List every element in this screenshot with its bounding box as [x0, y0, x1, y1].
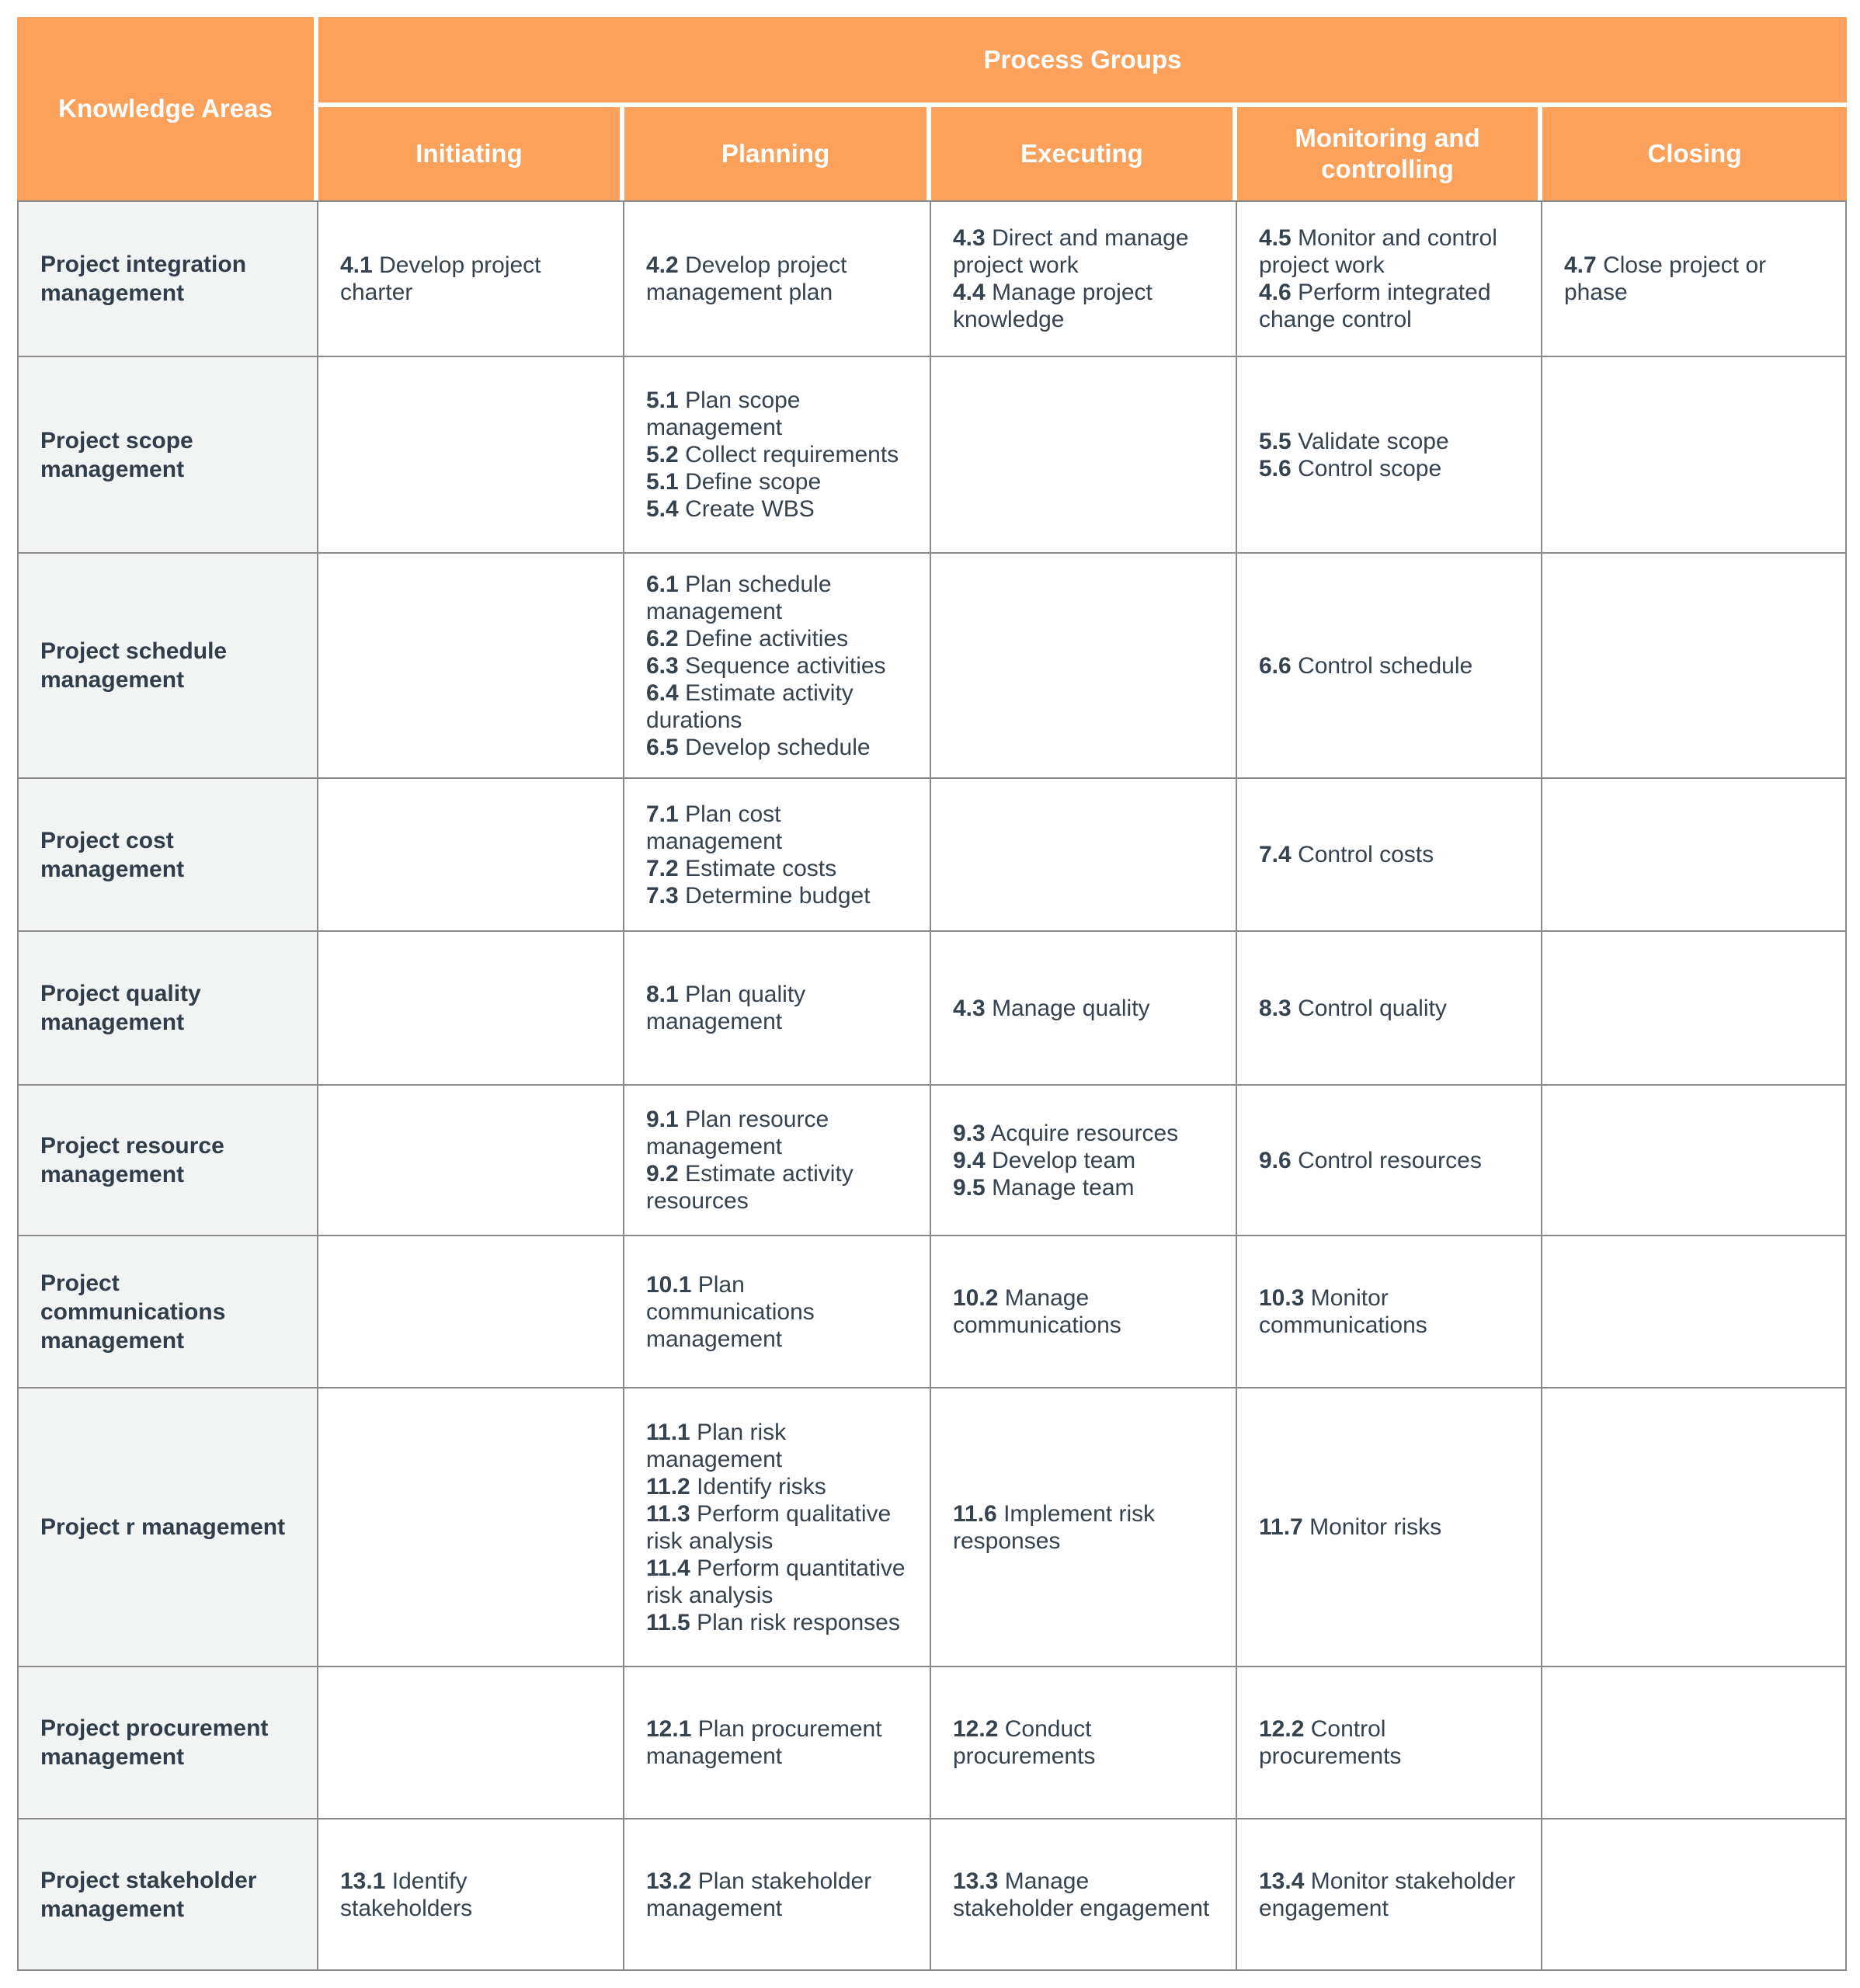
- knowledge-area-label: Project communications management: [17, 1236, 318, 1388]
- process-name: Perform integrated change control: [1259, 280, 1491, 332]
- process-cell: [624, 779, 931, 932]
- process-cell: [1542, 1388, 1847, 1667]
- process-item: [340, 252, 603, 306]
- process-cell: [624, 1086, 931, 1236]
- process-number: 13.4: [1259, 1868, 1305, 1894]
- process-name: Manage communications: [953, 1285, 1121, 1338]
- process-item: [646, 441, 909, 468]
- process-number: 4.2: [646, 252, 679, 278]
- process-item: [646, 495, 909, 523]
- process-name: Determine budget: [685, 882, 871, 909]
- process-item: [646, 801, 909, 855]
- process-number: 10.2: [953, 1285, 999, 1311]
- process-cell: [1542, 1236, 1847, 1388]
- knowledge-area-label: Project resource management: [17, 1086, 318, 1236]
- process-item: [646, 882, 909, 909]
- process-item: [1259, 995, 1521, 1022]
- process-item: [1259, 1284, 1521, 1339]
- process-name: Monitor risks: [1309, 1514, 1442, 1540]
- process-item: [1259, 1147, 1521, 1174]
- process-name: Manage team: [992, 1174, 1135, 1201]
- process-name: Conduct procurements: [953, 1716, 1096, 1769]
- process-cell: [931, 1819, 1237, 1971]
- process-number: 11.3: [646, 1500, 690, 1527]
- process-item: [1259, 1715, 1521, 1770]
- process-name: Close project or phase: [1564, 252, 1767, 305]
- process-name: Plan quality management: [646, 982, 806, 1034]
- process-item: [1259, 1514, 1521, 1541]
- process-name: Monitor stakeholder engagement: [1259, 1868, 1516, 1921]
- process-cell: [1542, 932, 1847, 1086]
- process-cell: [931, 357, 1237, 554]
- process-number: 4.7: [1564, 252, 1597, 278]
- process-cell: [318, 200, 624, 357]
- process-number: 9.3: [953, 1120, 986, 1146]
- process-item: [646, 1160, 909, 1215]
- process-name: Identify risks: [697, 1473, 826, 1500]
- process-item: [646, 1500, 909, 1555]
- process-name: Plan risk management: [646, 1419, 787, 1472]
- process-cell: [1237, 1819, 1542, 1971]
- process-number: 4.5: [1259, 225, 1292, 251]
- process-name: Control scope: [1298, 455, 1442, 481]
- process-name: Implement risk responses: [953, 1500, 1156, 1554]
- process-cell: [1237, 200, 1542, 357]
- process-cell: [318, 1236, 624, 1388]
- process-name: Develop team: [992, 1147, 1136, 1173]
- process-cell: [624, 1236, 931, 1388]
- process-name: Create WBS: [685, 496, 815, 522]
- process-number: 5.1: [646, 469, 679, 495]
- process-number: 13.1: [340, 1868, 386, 1894]
- process-number: 11.7: [1259, 1514, 1303, 1540]
- knowledge-area-label: Project quality management: [17, 932, 318, 1086]
- process-item: [646, 981, 909, 1035]
- process-item: [1564, 252, 1825, 306]
- process-number: 11.2: [646, 1473, 690, 1500]
- process-name: Control procurements: [1259, 1716, 1402, 1769]
- process-cell: [1542, 1086, 1847, 1236]
- knowledge-area-label: Project schedule management: [17, 554, 318, 779]
- process-number: 7.1: [646, 801, 679, 827]
- process-name: Develop project management plan: [646, 252, 847, 305]
- process-number: 4.4: [953, 280, 986, 305]
- process-cell: [318, 1819, 624, 1971]
- process-name: Control quality: [1298, 995, 1447, 1021]
- process-number: 5.2: [646, 442, 679, 467]
- process-cell: [1542, 1819, 1847, 1971]
- process-item: [953, 224, 1215, 279]
- process-groups-table: [17, 17, 1847, 1971]
- process-item: [1259, 841, 1521, 868]
- process-item: [646, 1715, 909, 1770]
- process-name: Manage stakeholder engagement: [953, 1868, 1210, 1921]
- process-cell: [624, 357, 931, 554]
- process-number: 10.3: [1259, 1285, 1305, 1311]
- process-number: 5.4: [646, 496, 679, 522]
- process-item: [1259, 652, 1521, 679]
- process-name: Plan procurement management: [646, 1716, 882, 1769]
- process-cell: [1237, 1388, 1542, 1667]
- process-number: 9.4: [953, 1147, 986, 1173]
- process-name: Plan scope management: [646, 388, 801, 440]
- process-name: Validate scope: [1298, 428, 1449, 454]
- process-item: [646, 734, 909, 761]
- process-number: 13.3: [953, 1868, 999, 1894]
- process-item: [953, 1174, 1215, 1201]
- process-item: [953, 995, 1215, 1022]
- process-cell: [624, 1667, 931, 1819]
- process-number: 6.1: [646, 571, 679, 597]
- process-name: Collect requirements: [685, 442, 899, 467]
- process-number: 6.2: [646, 625, 679, 652]
- knowledge-area-label: Project scope management: [17, 357, 318, 554]
- process-cell: [318, 1667, 624, 1819]
- process-number: 9.6: [1259, 1147, 1292, 1173]
- process-cell: [931, 1388, 1237, 1667]
- process-cell: [1542, 357, 1847, 554]
- process-number: 8.3: [1259, 995, 1292, 1021]
- column-header-initiating: Initiating: [318, 107, 624, 200]
- process-cell: [1237, 357, 1542, 554]
- process-item: [646, 679, 909, 734]
- process-name: Estimate costs: [685, 855, 837, 881]
- process-number: 11.1: [646, 1419, 690, 1445]
- process-name: Plan cost management: [646, 801, 783, 854]
- process-number: 5.1: [646, 388, 679, 413]
- process-number: 7.3: [646, 882, 679, 909]
- knowledge-area-label: Project r management: [17, 1388, 318, 1667]
- process-item: [953, 1120, 1215, 1147]
- process-number: 10.1: [646, 1271, 692, 1298]
- process-number: 5.5: [1259, 428, 1292, 454]
- process-name: Plan resource management: [646, 1107, 829, 1159]
- column-header-executing: Executing: [931, 107, 1237, 200]
- process-number: 8.1: [646, 982, 679, 1007]
- process-name: Manage project knowledge: [953, 280, 1153, 332]
- process-cell: [931, 932, 1237, 1086]
- process-cell: [1237, 1667, 1542, 1819]
- process-item: [953, 1500, 1215, 1555]
- process-cell: [624, 932, 931, 1086]
- column-header-planning: Planning: [624, 107, 931, 200]
- process-name: Acquire resources: [990, 1120, 1179, 1146]
- process-cell: [318, 779, 624, 932]
- process-item: [646, 387, 909, 441]
- process-cell: [931, 1086, 1237, 1236]
- process-number: 9.5: [953, 1174, 986, 1201]
- process-number: 11.5: [646, 1609, 690, 1635]
- process-item: [646, 1555, 909, 1609]
- process-number: 12.1: [646, 1716, 692, 1742]
- process-name: Identify stakeholders: [340, 1868, 473, 1921]
- process-number: 4.3: [953, 225, 986, 251]
- knowledge-area-label: Project procurement management: [17, 1667, 318, 1819]
- process-number: 11.6: [953, 1500, 997, 1527]
- process-name: Monitor and control project work: [1259, 225, 1497, 278]
- process-name: Sequence activities: [685, 652, 886, 679]
- process-number: 9.2: [646, 1161, 679, 1187]
- process-item: [646, 468, 909, 495]
- process-item: [646, 1609, 909, 1636]
- process-cell: [1542, 200, 1847, 357]
- process-cell: [624, 1388, 931, 1667]
- process-cell: [1237, 932, 1542, 1086]
- process-item: [953, 1147, 1215, 1174]
- process-name: Develop schedule: [685, 734, 871, 760]
- process-cell: [931, 779, 1237, 932]
- process-item: [646, 1868, 909, 1922]
- process-cell: [1237, 779, 1542, 932]
- process-number: 12.2: [1259, 1716, 1305, 1742]
- process-name: Perform qualitative risk analysis: [646, 1500, 892, 1554]
- process-number: 12.2: [953, 1716, 999, 1742]
- process-item: [1259, 1868, 1521, 1922]
- process-item: [953, 279, 1215, 333]
- process-cell: [931, 1236, 1237, 1388]
- process-name: Manage quality: [992, 995, 1150, 1021]
- process-number: 7.2: [646, 855, 679, 881]
- process-name: Direct and manage project work: [953, 225, 1189, 278]
- process-name: Control costs: [1298, 842, 1434, 867]
- process-cell: [318, 357, 624, 554]
- process-item: [953, 1868, 1215, 1922]
- knowledge-area-label: Project cost management: [17, 779, 318, 932]
- process-item: [1259, 279, 1521, 333]
- process-name: Estimate activity resources: [646, 1161, 854, 1214]
- process-item: [953, 1284, 1215, 1339]
- process-item: [646, 1271, 909, 1353]
- column-header-monitoring-and-controlling: Monitoring and controlling: [1237, 107, 1542, 200]
- process-number: 6.3: [646, 652, 679, 679]
- column-header-closing: Closing: [1542, 107, 1847, 200]
- process-name: Plan stakeholder management: [646, 1868, 872, 1921]
- process-name: Monitor communications: [1259, 1285, 1427, 1338]
- process-item: [646, 652, 909, 679]
- process-number: 5.6: [1259, 455, 1292, 481]
- process-item: [953, 1715, 1215, 1770]
- process-cell: [931, 554, 1237, 779]
- process-item: [646, 1419, 909, 1473]
- process-cell: [318, 554, 624, 779]
- process-number: 11.4: [646, 1555, 690, 1581]
- process-cell: [318, 1388, 624, 1667]
- process-name: Control resources: [1298, 1147, 1482, 1173]
- process-groups-header: Process Groups: [318, 17, 1847, 107]
- process-cell: [1237, 1086, 1542, 1236]
- process-number: 6.6: [1259, 652, 1292, 679]
- process-number: 4.3: [953, 995, 986, 1021]
- process-cell: [624, 1819, 931, 1971]
- process-number: 6.4: [646, 679, 679, 706]
- process-cell: [624, 554, 931, 779]
- process-cell: [1542, 779, 1847, 932]
- process-name: Develop project charter: [340, 252, 541, 305]
- process-cell: [1237, 554, 1542, 779]
- process-name: Plan risk responses: [697, 1609, 900, 1635]
- process-item: [646, 625, 909, 652]
- process-name: Define scope: [685, 469, 822, 495]
- process-item: [1259, 224, 1521, 279]
- process-item: [646, 1106, 909, 1160]
- process-name: Plan communications management: [646, 1271, 815, 1352]
- process-item: [646, 252, 909, 306]
- process-number: 9.1: [646, 1107, 679, 1132]
- process-name: Estimate activity durations: [646, 679, 854, 733]
- process-name: Define activities: [685, 625, 849, 652]
- process-item: [646, 855, 909, 882]
- process-number: 4.1: [340, 252, 373, 278]
- process-item: [340, 1868, 603, 1922]
- process-item: [646, 571, 909, 625]
- process-number: 4.6: [1259, 280, 1292, 305]
- process-cell: [318, 932, 624, 1086]
- process-item: [646, 1473, 909, 1500]
- knowledge-area-label: Project stakeholder management: [17, 1819, 318, 1971]
- knowledge-area-label: Project integration management: [17, 200, 318, 357]
- process-cell: [1237, 1236, 1542, 1388]
- process-cell: [1542, 554, 1847, 779]
- process-number: 7.4: [1259, 842, 1292, 867]
- process-item: [1259, 455, 1521, 482]
- process-name: Perform quantitative risk analysis: [646, 1555, 906, 1608]
- process-name: Plan schedule management: [646, 571, 832, 624]
- process-number: 13.2: [646, 1868, 692, 1894]
- process-cell: [318, 1086, 624, 1236]
- process-cell: [931, 200, 1237, 357]
- process-number: 6.5: [646, 734, 679, 760]
- process-cell: [931, 1667, 1237, 1819]
- process-cell: [1542, 1667, 1847, 1819]
- process-name: Control schedule: [1298, 652, 1473, 679]
- process-item: [1259, 428, 1521, 455]
- process-cell: [624, 200, 931, 357]
- knowledge-areas-header: Knowledge Areas: [17, 17, 318, 200]
